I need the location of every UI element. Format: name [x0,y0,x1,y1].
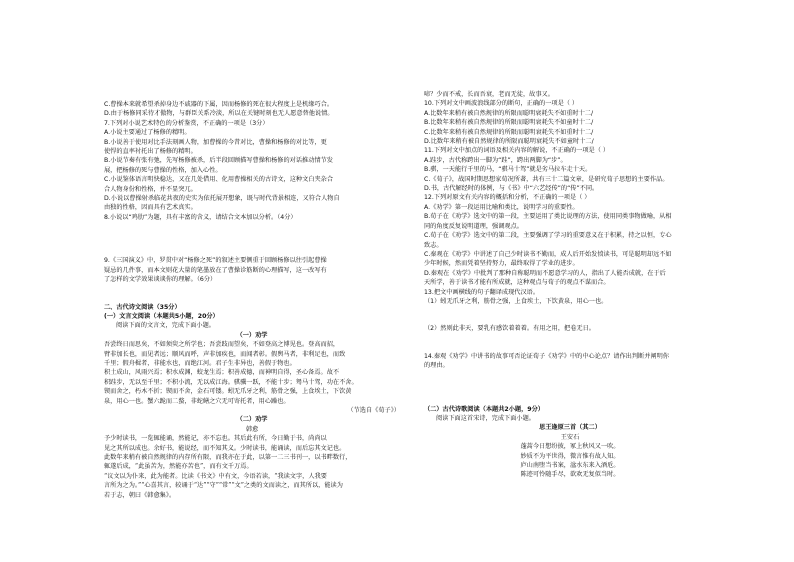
text-line: 14.秦观《劝学》中讲书的故事可否论证荀子《劝学》中的中心论点？请作出判断并阐明你 [424,352,669,360]
question-9 [104,256,400,284]
poem-body [424,442,716,480]
passage-line: 积土成山，风雨兴焉；积水成渊，蛟龙生焉；积善成德，而神明自得，圣心备焉。故不 [104,369,340,377]
option: B.骐，一天能行千里的马，“骐马十驾”就是劣马拉车走十天。 [424,166,592,174]
option: 致志。 [424,241,443,249]
question-12: 12.下列对原文有关内容的概括和分析，不正确的一项是（ ） [424,194,591,202]
answer-space [104,285,400,303]
answer-space [104,222,400,256]
poem-author: 王安石 [560,433,580,441]
passage-line: 锲而舍之，朽木不折；锲而不舍，金石可镂。蚓无爪牙之利，筋骨之强，上食埃土，下饮黄 [104,388,352,396]
answer-space [424,371,716,405]
text-line: 8.小说以“鸡肋”为题，具有丰富的含义，请结合文本加以分析。（4分） [104,213,297,221]
passage-1-source: （节选自《荀子》） [347,406,400,414]
option: C.《荀子》，战国时期思想家荀况所著，共有三十二篇文章，是研究荀子思想的主要作品。 [424,175,669,183]
text-line: 合人物身份和性格，并不显突兀。 [104,185,197,193]
option: D.书，古代解经时的体例，与《书》中“六艺经传”的“传”不同。 [424,185,599,193]
text-line: 使悍的直率衬托出了杨修的精明。 [104,148,197,156]
passage-line: 辄遂后成，“此虽苦为，然能亦苦也”，而有文千万焉。 [104,463,253,471]
passage-2-body [104,434,400,500]
text-line: 展，把杨修的死与曹操的性格，加入心性。 [104,166,222,174]
questions-6-8 [104,100,400,222]
text-line: D.小说以曹操射杀临花共夜的史实为依托展开想象，既与时代背景相连，又符合人物自 [104,195,340,203]
passage-line: 予少时读书，一览辄能诵，然能记，亦不忘也。其后此有所，今日勤于书，尚尚以 [104,435,327,443]
passage-2-author: 韩愈 [245,425,259,433]
text-line: B.小说节奏有张有弛，先写杨修被杀，后半段回顾描写曹操和杨修的对话推动情节发 [104,157,333,165]
passage-line: 若于志，朝曰《韩愈集》。 [104,491,176,499]
option: C.秦观在《劝学》中讲述了自己少时读书不勤而，成人后开始发愤读书，可是聪明却远不如 [424,250,672,258]
option: B.荀子在《劝学》选文中的第一段，主要运用了类比说理的方法，使用同类事物做喻，从相 [424,213,672,221]
answer-space [424,334,716,352]
poem-title: 思王逢原三首（其二） [539,424,601,432]
text-line: A.小说主要通过了杨修的精明。 [104,129,191,137]
text-line: D.由于杨修同采待才傲物，与群臣关系冷淡，所以在关键时刻也无人愿意替他说情。 [104,110,334,118]
option: A.比数年来稍有被自然规律的所限而聪明衰耗失不如重时十二/ [424,109,594,117]
passage-line: 吾尝终日而思矣，不如须臾之所学也；吾尝跂而望矣，不如登高之博见也。登高而招， [104,341,340,349]
passage-2-title: （二）劝学 [236,416,268,424]
option: D.比数年来稍有被自然规律的所限而聪明衰耗失不如童时十二/ [424,138,594,146]
section-title: 二、古代诗文阅读（35分） [104,303,181,311]
text-line: 9.《三国演义》中，罗贯中对“杨修之死”的叙述主要侧重于回顾杨修以往引起曹操 [104,257,327,265]
section-2-title: （二）古代诗歌阅读（本题共2小题，9分） [424,405,544,413]
passage-line: 此数年来稍有被自然规律的内存所有限，而我亦在于此，以第一二三书刊一，以书畔数行， [104,454,352,461]
right-column [424,90,716,480]
text-line: 由独的性格，因而具有艺术真实。 [104,204,197,212]
passage-1-title: （一）劝学 [236,331,268,339]
passage-line: 泉，用心一也。蟹六跪而二螯，非蛇鳝之穴无可寄托者，用心躁也。 [104,397,290,405]
passage-line: 见之其所以成也。余好书，能说经，而不知其义。少时读书，能诵读，而后忘其文记也。 [104,444,346,452]
poem-line: 妙质不为平世得，微言惟有故人知。 [520,452,620,460]
passage-line: “议文以为仆来，此为能者。比读《书文》中有文，今语若读，“我读文字，人我要 [104,472,327,480]
option: D.秦观在《劝学》中批判了那种自称聪明而不愿意学习的人，指出了人能否成就，在于后 [424,269,666,277]
passage-line: 臂非加长也，而见者远；顺风而呼，声非加疾也，而闻者彰。假舆马者，非利足也，而致 [104,350,346,358]
option: 少年时候，然而凭着坚持努力，最终取得了学业的进步。 [424,260,579,268]
question-10: 10.下列对文中画波浪线部分的断句，正确的一项是（ ） [424,100,579,108]
text-line: C.小说鉴体语言明快稳达，又在几处借用、化用曹操相关的古诗文，这种文白夹杂合 [104,176,334,184]
passage-line: 言所为之为。”“心喜其言，较诵于“达”“守”“常”“文”之类的文而读之，而其所以，能读为 [104,482,343,490]
text-line: 疑忌的几件事，而本文则花大量的笔墨放在了曹操诊筋断的心理描写，这一改写有 [104,266,327,274]
subsection-instructions: 阅读下面的文言文，完成下面小题。 [116,322,215,330]
passage-2-ending: 啼？少而不戒，长而吾衰，老而无徒，故事又。 [424,91,554,98]
passage-1-body [104,340,400,406]
text-line: 的理由。 [424,362,449,370]
option: C.比数年来稍有被自然规律的所限而聪明衰耗失不如重时十二/ [424,128,594,136]
question-14 [424,352,716,371]
translation-item-2: （2）然则此非天，要乳有感饮着着着。有用之用，把卷无日。 [424,325,595,333]
option: 同的角度反复说明道理，强调观点。 [424,222,523,230]
translation-item-1: （1）蚓无爪牙之利，筋骨之强，上食埃土，下饮黄泉，用心一也。 [424,297,608,305]
text-line: 7.下列对小说艺术特色的分析鉴赏，不正确的一项是（3分） [104,119,269,127]
poem-line: 蓬蒿今日想纷披，冢上秋风又一吹。 [520,443,620,451]
text-line: C.曹操本来就希望杀掉身边不戚器的下属，因而杨修的死在很大程度上是机缘巧合。 [104,101,334,108]
section-2-instructions: 阅读下面这首宋诗，完成下面小题。 [436,414,535,422]
question-13: 13.把文中画横线的句子翻译成现代汉语。 [424,288,540,296]
answer-space [424,306,716,324]
poem-line: 陈迹可怜随手尽，欲欢无复似当时。 [520,471,620,479]
poem-line: 庐山南堕当书案，湓水东来入酒卮。 [520,462,620,469]
option: B.比数年来稍有被自然规律的所限而聪明衰耗失不如童时十二/ [424,119,594,127]
subsection-title: (一）文言文阅读（本题共5小题，20分） [104,312,219,320]
text-line: B.小说善于使用对比手法刻画人物，加曹操的今昔对比，曹操和杨修的对比等，更 [104,138,327,146]
option: A.《劝学》第一段运用比喻和类比，说明学习的重要性。 [424,203,579,211]
left-column [104,100,400,500]
option: 天所学，善于读书才能有所成就，这种观点与荀子的观点不谋而合。 [424,279,610,287]
text-line: 了怎样的文学效果谈谈你的理解。（6分） [104,276,217,284]
passage-line: 积跬步，无以至千里；不积小流，无以成江海。骐骥一跃，不能十步；驽马十驾，功在不舍。 [104,378,358,386]
question-11: 11.下列对文中加点的词语及相关内容的解说，不正确的一项是（ ） [424,147,610,155]
option: A.跬步，古代称跨出一脚为“跬”，跨出两脚为“步”。 [424,156,567,164]
option: C.荀子在《劝学》选文中的第二段，主要强调了学习的重要意义在于积累，持之以恒，专心 [424,232,672,240]
passage-line: 千里；假舟楫者，非能水也，而绝江河。君子生非异也，善假于物也。 [104,359,296,367]
